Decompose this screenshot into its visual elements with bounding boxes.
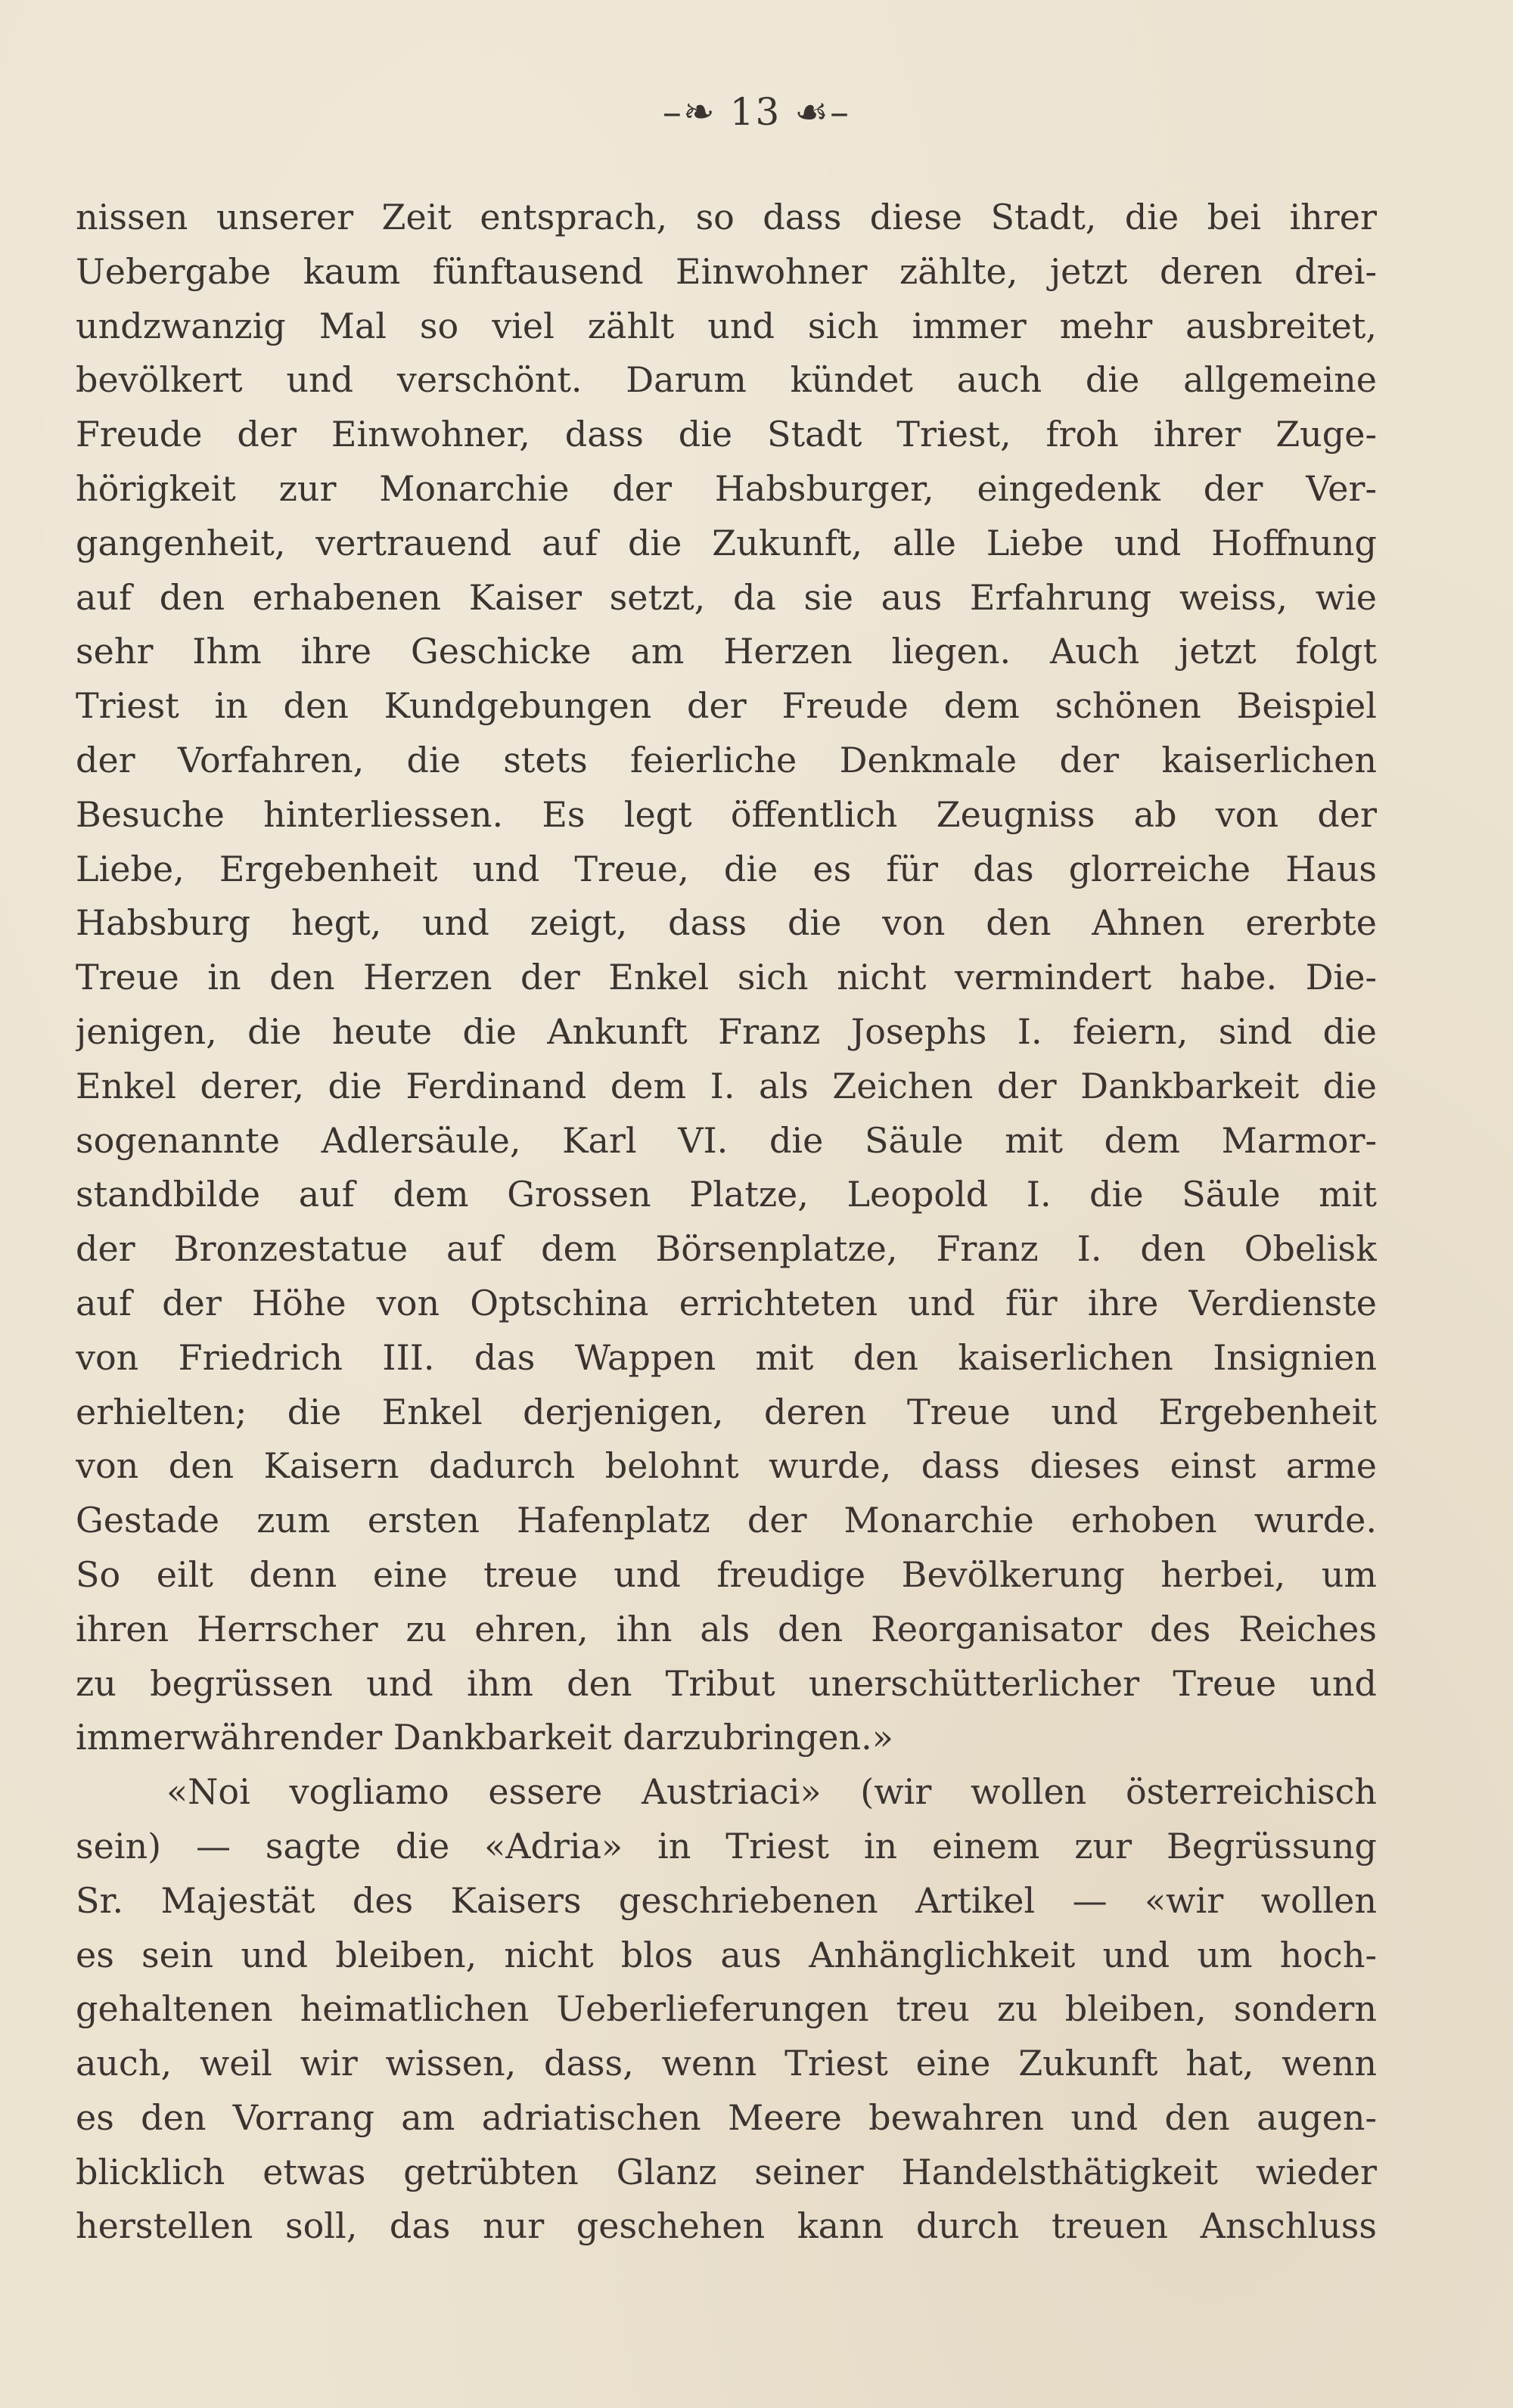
text-line: ihren Herrscher zu ehren, ihn als den Reorganisator des Reiches [76,1608,1377,1649]
text-line: auf der Höhe von Optschina errichteten und für ihre Verdienste [76,1282,1377,1323]
text-line: standbilde auf dem Grossen Platze, Leopold I. die Säule mit [76,1174,1377,1215]
text-line: Besuche hinterliessen. Es legt öffentlich Zeugniss ab von der [76,793,1377,835]
text-line: bevölkert und verschönt. Darum kündet auch die allgemeine [76,359,1377,401]
body-text [76,191,1377,2254]
text-line: Gestade zum ersten Hafenplatz der Monarchie erhoben wurde. [76,1500,1377,1541]
text-line: sogenannte Adlersäule, Karl VI. die Säule mit dem Marmor- [76,1119,1377,1161]
text-line: erhielten; die Enkel derjenigen, deren Treue und Ergebenheit [76,1391,1377,1432]
text-line: Triest in den Kundgebungen der Freude dem schönen Beispiel [76,685,1377,727]
text-line: zu begrüssen und ihm den Tribut unerschütterlicher Treue und [76,1662,1377,1704]
text-line: Liebe, Ergebenheit und Treue, die es für das glorreiche Haus [76,848,1377,889]
page-number-header: –❧ 13 ☙– [662,90,851,134]
text-line: nissen unserer Zeit entsprach, so dass diese Stadt, die bei ihrer [76,197,1377,237]
paragraph-1 [76,191,1377,1765]
text-line: der Vorfahren, die stets feierliche Denkmale der kaiserlichen [76,739,1377,780]
text-line: von den Kaisern dadurch belohnt wurde, dass dieses einst arme [76,1445,1377,1487]
text-line: immerwährender Dankbarkeit darzubringen.» [76,1717,893,1758]
text-line: Sr. Majestät des Kaisers geschriebenen Artikel — «wir wollen [76,1879,1377,1921]
text-line: blicklich etwas getrübten Glanz seiner Handelsthätigkeit wieder [76,2151,1377,2192]
paragraph-2 [76,1765,1377,2254]
text-line: Enkel derer, die Ferdinand dem I. als Zeichen der Dankbarkeit die [76,1065,1377,1106]
text-line: Treue in den Herzen der Enkel sich nicht vermindert habe. Die- [76,957,1377,998]
text-line: undzwanzig Mal so viel zählt und sich immer mehr ausbreitet, [76,305,1377,346]
text-line: Freude der Einwohner, dass die Stadt Triest, froh ihrer Zuge- [76,414,1377,455]
text-line: Habsburg hegt, und zeigt, dass die von den Ahnen ererbte [76,902,1377,944]
text-line: sehr Ihm ihre Geschicke am Herzen liegen. Auch jetzt folgt [76,631,1377,672]
text-line: gangenheit, vertrauend auf die Zukunft, alle Liebe und Hoffnung [76,522,1377,563]
text-line: auf den erhabenen Kaiser setzt, da sie aus Erfahrung weiss, wie [76,576,1377,618]
text-line: Uebergabe kaum fünftausend Einwohner zählte, jetzt deren drei- [76,250,1377,292]
text-line: «Noi vogliamo essere Austriaci» (wir wollen österreichisch [166,1771,1377,1813]
text-line: herstellen soll, das nur geschehen kann durch treuen Anschluss [76,2205,1377,2247]
text-line: auch, weil wir wissen, dass, wenn Triest eine Zukunft hat, wenn [76,2043,1377,2084]
text-line: jenigen, die heute die Ankunft Franz Josephs I. feiern, sind die [76,1010,1377,1052]
text-line: von Friedrich III. das Wappen mit den kaiserlichen Insignien [76,1336,1377,1378]
text-line: der Bronzestatue auf dem Börsenplatze, Franz I. den Obelisk [76,1228,1377,1270]
text-line: So eilt denn eine treue und freudige Bevölkerung herbei, um [76,1553,1377,1595]
text-line: es sein und bleiben, nicht blos aus Anhänglichkeit und um hoch- [76,1934,1377,1975]
text-line: gehaltenen heimatlichen Ueberlieferungen treu zu bleiben, sondern [76,1988,1377,2030]
text-line: hörigkeit zur Monarchie der Habsburger, eingedenk der Ver- [76,467,1377,509]
text-line: es den Vorrang am adriatischen Meere bewahren und den augen- [76,2096,1377,2138]
text-line: sein) — sagte die «Adria» in Triest in einem zur Begrüssung [76,1825,1377,1867]
